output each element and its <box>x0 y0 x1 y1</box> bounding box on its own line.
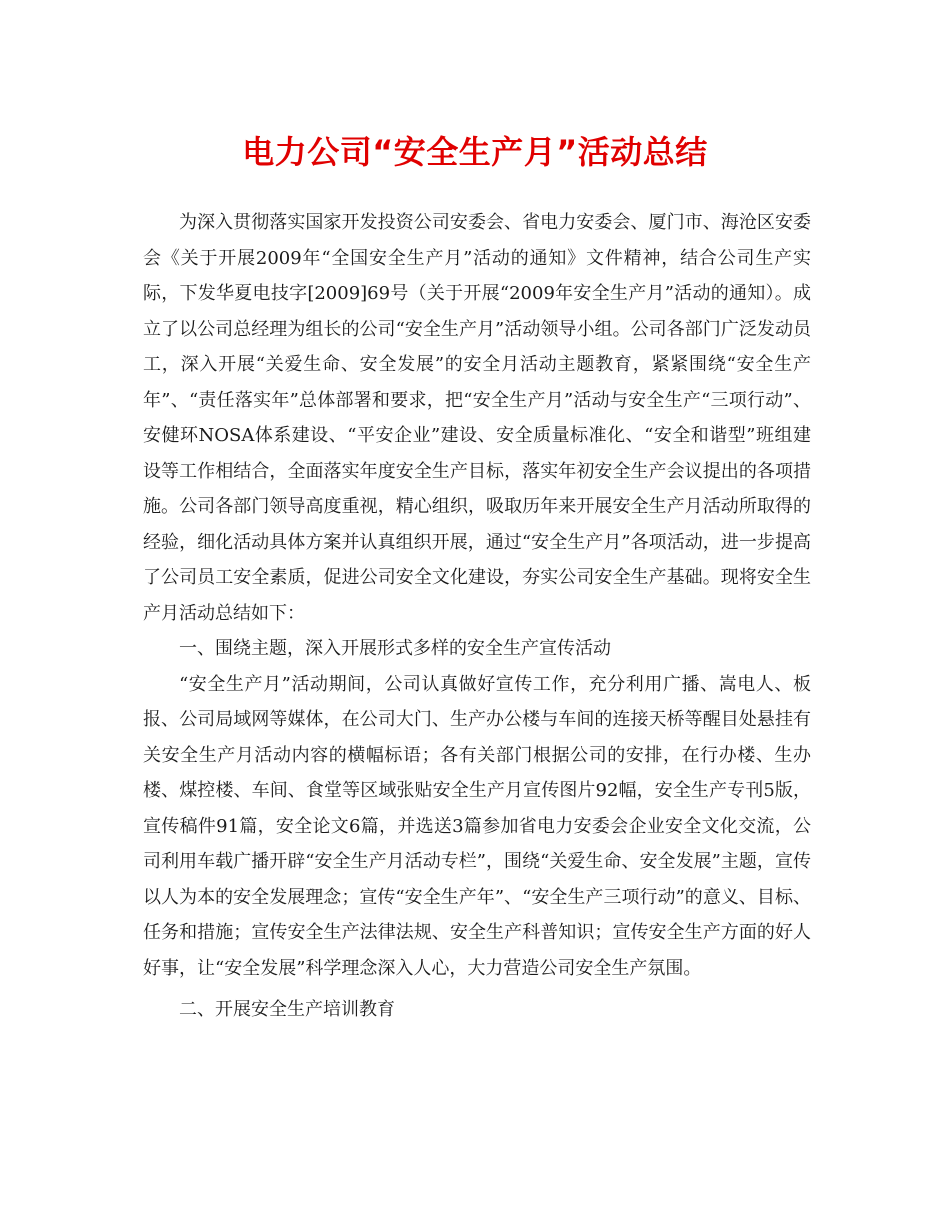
intro-paragraph: 为深入贯彻落实国家开发投资公司安委会、省电力安委会、厦门市、海沧区安委会《关于开展2009年“全国安全生产月”活动的通知》文件精神，结合公司生产实际，下发华夏电技字[2009]69号（关于开展“2009年安全生产月”活动的通知）。成立了以公司总经理为组长的公司“安全生产月”活动领导小组。公司各部门广泛发动员工，深入开展“关爱生命、安全发展”的安全月活动主题教育，紧紧围绕“安全生产年”、“责任落实年”总体部署和要求，把“安全生产月”活动与安全生产“三项行动”、安健环NOSA体系建设、“平安企业”建设、安全质量标准化、“安全和谐型”班组建设等工作相结合，全面落实年度安全生产目标，落实年初安全生产会议提出的各项措施。公司各部门领导高度重视，精心组织，吸取历年来开展安全生产月活动所取得的经验，细化活动具体方案并认真组织开展，通过“安全生产月”各项活动，进一步提高了公司员工安全素质，促进公司安全文化建设，夯实公司安全生产基础。现将安全生产月活动总结如下： <box>143 212 811 624</box>
document-body <box>143 205 811 1028</box>
section-1-paragraph: “安全生产月”活动期间，公司认真做好宣传工作，充分利用广播、嵩电人、板报、公司局域网等媒体，在公司大门、生产办公楼与车间的连接天桥等醒目处悬挂有关安全生产月活动内容的横幅标语；各有关部门根据公司的安排，在行办楼、生办楼、煤控楼、车间、食堂等区域张贴安全生产月宣传图片92幅，安全生产专刊5版，宣传稿件91篇，安全论文6篇，并选送3篇参加省电力安委会企业安全文化交流，公司利用车载广播开辟“安全生产月活动专栏”，围绕“关爱生命、安全发展”主题，宣传以人为本的安全发展理念；宣传“安全生产年”、“安全生产三项行动”的意义、目标、任务和措施；宣传安全生产法律法规、安全生产科普知识；宣传安全生产方面的好人好事，让“安全发展”科学理念深入人心，大力营造公司安全生产氛围。 <box>143 673 811 979</box>
section-heading-2: 二、开展安全生产培训教育 <box>179 999 395 1020</box>
document-title: 电力公司“安全生产月”活动总结 <box>242 133 708 171</box>
section-heading-1: 一、围绕主题，深入开展形式多样的安全生产宣传活动 <box>179 638 611 659</box>
